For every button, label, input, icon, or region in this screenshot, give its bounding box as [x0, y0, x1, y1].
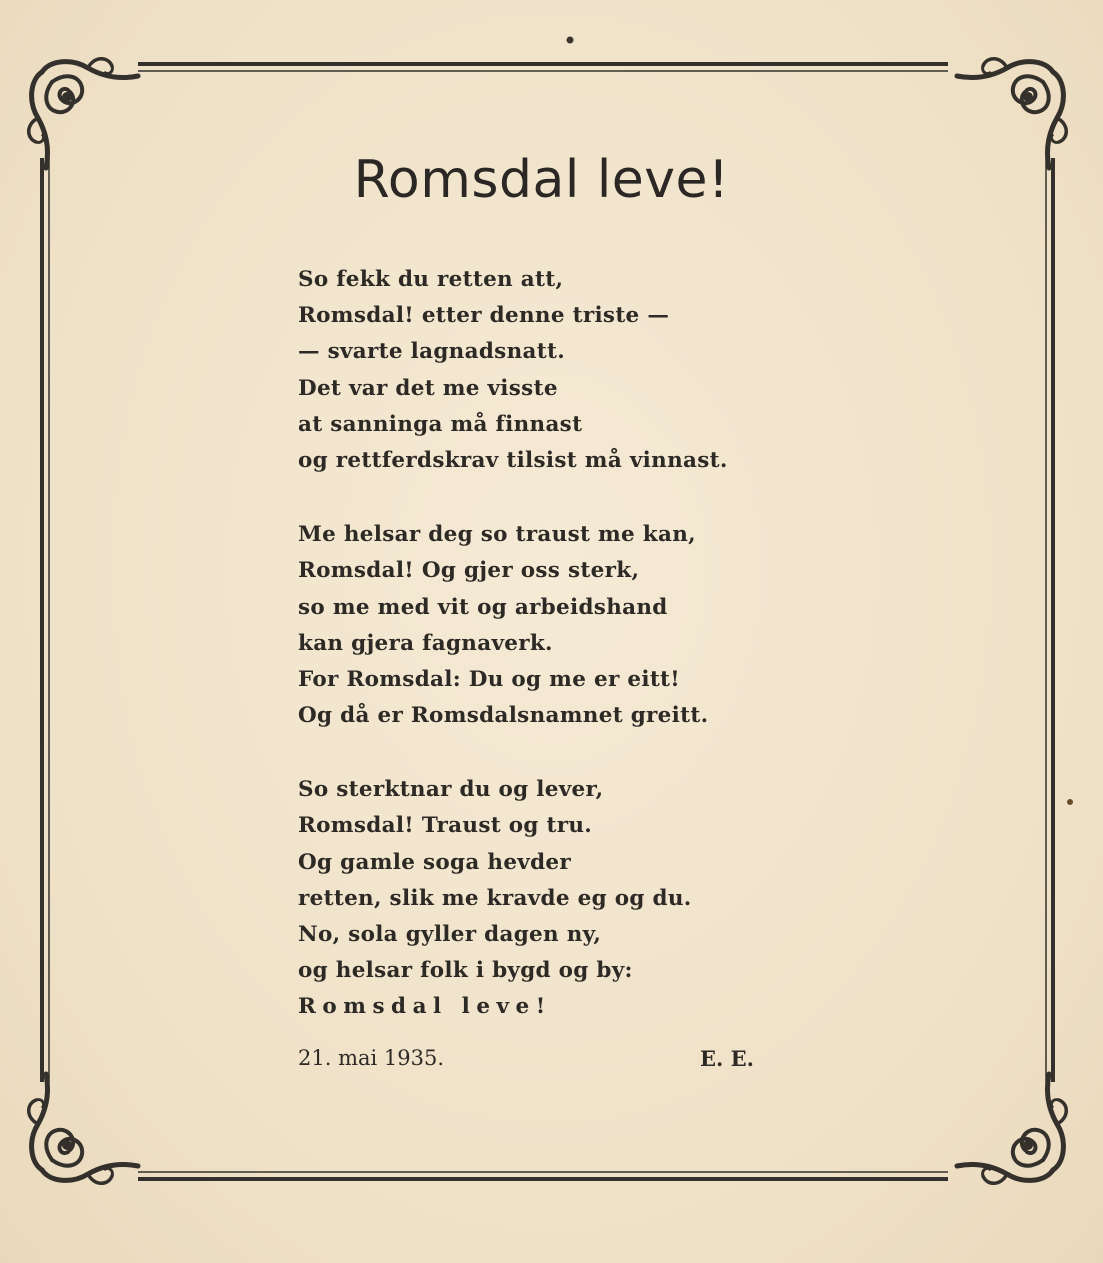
- frame-top-border: [138, 64, 948, 71]
- poem-line: Romsdal! Og gjer oss sterk,: [298, 558, 640, 584]
- poem-line: — svarte lagnadsnatt.: [298, 339, 565, 365]
- poem-line: og helsar folk i bygd og by:: [298, 958, 633, 984]
- poem-body: [298, 262, 818, 1064]
- poem-line: Og då er Romsdalsnamnet greitt.: [298, 703, 709, 729]
- poem-closing-line: Romsdal leve!: [298, 994, 552, 1020]
- poem-date: 21. mai 1935.: [298, 1046, 445, 1070]
- poem-line: retten, slik me kravde eg og du.: [298, 885, 692, 911]
- stanza-1: [298, 262, 818, 479]
- frame-left-border: [42, 158, 49, 1082]
- poem-author-initials: E. E.: [700, 1046, 754, 1071]
- corner-ornament-bottom-right: [957, 1074, 1066, 1183]
- poem-line: Romsdal! etter denne triste —: [298, 303, 670, 329]
- stanza-3: [298, 772, 818, 1025]
- poem-line: at sanninga må finnast: [298, 411, 583, 437]
- poem-line: So fekk du retten att,: [298, 267, 564, 292]
- frame-bottom-border: [138, 1172, 948, 1179]
- poem-line: Og gamle soga hevder: [298, 849, 572, 875]
- corner-ornament-bottom-left: [29, 1074, 138, 1183]
- stanza-2: [298, 517, 818, 734]
- poem-title: Romsdal leve!: [353, 150, 730, 210]
- frame-right-border: [1046, 158, 1053, 1082]
- poem-line: Me helsar deg so traust me kan,: [298, 522, 696, 548]
- ink-speck: [1067, 799, 1073, 805]
- poem-line: Romsdal! Traust og tru.: [298, 813, 593, 839]
- poem-line: So sterktnar du og lever,: [298, 777, 604, 803]
- poem-line: Det var det me visste: [298, 375, 558, 401]
- ink-speck: [567, 37, 574, 44]
- poem-line: kan gjera fagnaverk.: [298, 630, 553, 656]
- poem-line: No, sola gyller dagen ny,: [298, 922, 602, 947]
- poem-line: so me med vit og arbeidshand: [298, 594, 668, 620]
- poem-line: For Romsdal: Du og me er eitt!: [298, 666, 681, 692]
- poem-line: og rettferdskrav tilsist må vinnast.: [298, 447, 728, 473]
